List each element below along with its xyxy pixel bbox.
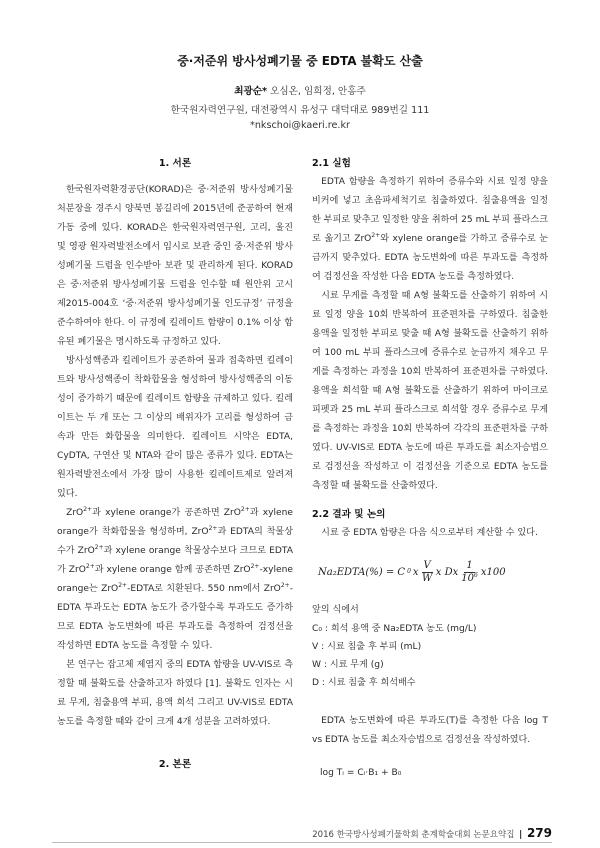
page-number: 279 <box>526 826 552 840</box>
experiment-paragraph-2: 시료 무게를 측정할 때 A형 불확도를 산출하기 위하여 시료 일정 양을 10회 반복하여 표준편차를 구하였다. 침출한 용액을 일정한 부피로 맞출 때 A형 불확도를 산출하기 위하여 100 mL 부피 플라스크에 증류수로 눈금까지 채우고 무게를 측정하는 과정을 10회 반복하여 표준편차를 구하였다. 용액을 희석할 때 A형 불확도를 산출하기 위하여 마이크로 피펫과 25 mL 부피 플라스크로 희석할 경우 증류수로 무게를 측정하는 과정을 10회 반복하여 각각의 표준편차를 구하였다. UV-VIS로 EDTA 농도에 따른 투과도를 최소자승법으로 검정선을 작성하고 이 검정선을 기준으로 EDTA 농도를 측정할 때 불확도를 산출하였다. <box>312 291 548 491</box>
edta-formula: Na₂EDTA(%) = C 0 x $\frac{V}{W}$ x Dx $\frac{1}{10^6}$ x100 <box>318 559 506 584</box>
unit-conversion-fraction: $\frac{1}{10^6}$ <box>461 559 478 584</box>
variable-v: V : 시료 침출 후 부피 (mL) <box>312 642 422 652</box>
footer-rule <box>52 842 552 843</box>
intro-paragraph-4: 본 연구는 잡고체 제염지 중의 EDTA 함량을 UV-VIS로 측정할 때 불확도를 산출하고자 하였다 [1]. 불확도 인자는 시료 무게, 침출용액 부피, 용액 희석 그리고 UV-VIS로 EDTA 농도를 측정할 때와 같이 크게 4개 성분을 고려하였다. <box>57 660 293 727</box>
results-paragraph-1: 시료 중 EDTA 함량은 다음 식으로부터 계산할 수 있다. <box>321 528 538 538</box>
coauthors: 오심온, 임희정, 안홍주 <box>267 86 366 97</box>
intro-paragraph-2: 방사성핵종과 킬레이트가 공존하여 물과 접촉하면 킬레이트와 방사성핵종이 착화합물을 형성하여 방사성핵종의 이동성이 증가하기 때문에 킬레이트 함량을 규제하고 있다. 킬레이트는 두 개 또는 그 이상의 배위자가 고리를 형성하여 금속과 만든 화합물을 의미한다. 킬레이트 시약은 EDTA, CyDTA, 구연산 및 NTA와 같이 많은 종류가 있다. EDTA는 원자력발전소에서 가장 많이 사용한 킬레이트제로 알려져 있다. <box>57 356 293 499</box>
variable-d: D : 시료 침출 후 희석배수 <box>312 678 416 688</box>
section-heading-experiment: 2.1 실험 <box>312 158 351 169</box>
section-heading-results: 2.2 결과 및 논의 <box>312 509 386 520</box>
lead-author: 최광순* <box>234 86 268 97</box>
variable-c0: C₀ : 희석 용액 중 Na₂EDTA 농도 (mg/L) <box>312 624 477 634</box>
intro-paragraph-1: 한국원자력환경공단(KORAD)은 중·저준위 방사성폐기물 처분장을 경주시 양북면 봉길리에 2015년에 준공하여 현재 가동 중에 있다. KORAD은 한국원자력연구원, 고리, 울진 및 영광 원자력발전소에서 임시로 보관 중인 중·저준위 방사성폐기물 드럼을 인수받아 보관 및 관리하게 된다. KORAD은 중·저준위 방사성폐기물 드럼을 인수할 때 원안위 고시 제2015-004호 ‘중·저준위 방사성폐기물 인도규정’ 규정을 준수하여야 한다. 이 규정에 킬레이트 함량이 0.1% 이상 함유된 폐기물은 명시하도록 규정하고 있다. <box>57 185 293 347</box>
footer-separator: | <box>519 830 523 840</box>
section-heading-body: 2. 본론 <box>158 759 192 770</box>
variable-definitions <box>312 620 548 692</box>
volume-weight-fraction: $\frac{V}{W}$ <box>422 559 433 584</box>
paper-title: 중·저준위 방사성폐기물 중 EDTA 불확도 산출 <box>177 54 423 68</box>
where-label: 앞의 식에서 <box>312 605 359 615</box>
variable-w: W : 시료 무게 (g) <box>312 660 384 670</box>
footer-proceedings: 2016 한국방사성폐기물학회 춘계학술대회 논문요약집 <box>312 830 515 840</box>
experiment-paragraph-1: EDTA 함량을 측정하기 위하여 증류수와 시료 일정 양을 비커에 넣고 초음파세척기로 침출하였다. 침출용액을 일정한 부피로 맞추고 일정한 양을 취하여 25 mL 부피 플라스크로 옮기고 ZrO$^{2+}$와 xylene orange를 가하고 증류수로 눈금까지 맞추었다. EDTA 농도변화에 따른 투과도를 측정하여 검정선을 작성한 다음 EDTA 농도를 측정하였다. <box>312 177 548 282</box>
left-column <box>57 155 293 774</box>
results-paragraph-2: EDTA 농도변화에 따른 투과도(T)를 측정한 다음 log T vs EDTA 농도를 최소자승법으로 검정선을 작성하였다. <box>312 716 548 745</box>
calibration-equation: log Tᵢ = Cᵢ·B₁ + B₀ <box>320 768 402 778</box>
section-heading-introduction: 1. 서론 <box>158 158 192 169</box>
page-footer <box>312 826 552 840</box>
right-column <box>312 155 548 783</box>
affiliation: 한국원자력연구원, 대전광역시 유성구 대덕대로 989번길 111 <box>170 105 430 116</box>
authors <box>0 83 600 97</box>
intro-paragraph-3: ZrO$^{2+}$과 xylene orange가 공존하면 ZrO$^{2+}$과 xylene orange가 착화합물을 형성하며, ZrO$^{2+}$과 EDTA의 착물상수가 ZrO$^{2+}$과 xylene orange 착물상수보다 크므로 EDTA가 ZrO$^{2+}$과 xylene orange 함께 공존하면 ZrO$^{2+}$-xylene orange는 ZrO$^{2+}$-EDTA로 치환된다. 550 nm에서 ZrO$^{2+}$-EDTA 투과도는 EDTA 농도가 증가할수록 투과도도 증가하므로 EDTA 농도변화에 따른 투과도를 측정하여 검정선을 작성하면 EDTA 농도를 측정할 수 있다. <box>57 506 293 651</box>
email: *nkschoi@kaeri.re.kr <box>250 120 350 131</box>
